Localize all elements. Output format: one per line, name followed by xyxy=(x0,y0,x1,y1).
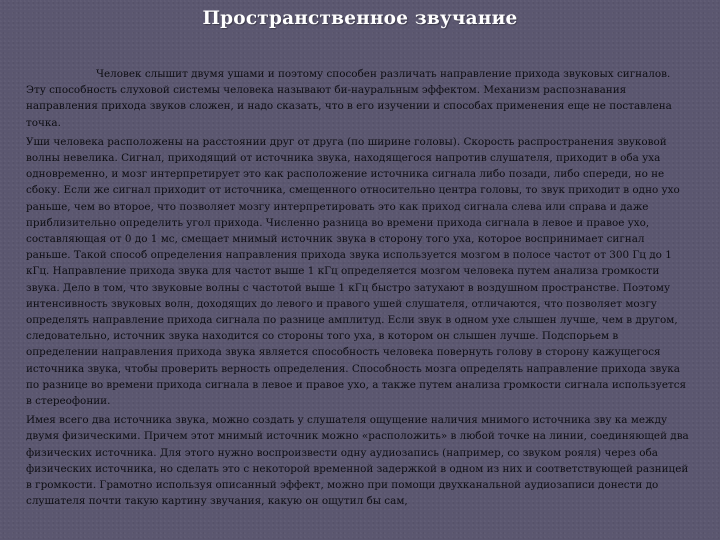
slide-title: Пространственное звучание xyxy=(202,8,518,29)
paragraph-intro: Человек слышит двумя ушами и поэтому способен различать направление прихода звуковых сигналов. Эту способность слуховой системы человека называют би-науральным эффектом. Механизм распознавания направления прихода звуков сложен, и надо сказать, что в его изучении и способах применения еще не поставлена точка. xyxy=(26,68,672,129)
slide-body xyxy=(26,66,692,512)
paragraph-stereo: Имея всего два источника звука, можно создать у слушателя ощущение наличия мнимого источника зву ка между двумя физическими. Причем этот мнимый источник можно «расположить» в любой точке на линии, соединяющей два физических источника. Для этого нужно воспроизвести одну аудиозапись (например, со звуком рояля) через оба физических источника, но сделать это с некоторой временной задержкой в одном из них и соответствующей разницей в громкости. Грамотно используя описанный эффект, можно при помощи двухканальной аудиозаписи донести до слушателя почти такую картину звучания, какую он ощутил бы сам, xyxy=(26,414,689,508)
paragraph-mechanism: Уши человека расположены на расстоянии друг от друга (по ширине головы). Скорость распространения звуковой волны невелика. Сигнал, приходящий от источника звука, находящегося напротив слушателя, приходит в оба уха одновременно, и мозг интерпретирует это как расположение источника сигнала либо позади, либо спереди, но не сбоку. Если же сигнал приходит от источника, смещенного относительно центра головы, то звук приходит в одно ухо раньше, чем во второе, что позволяет мозгу интерпретировать это как приход сигнала слева или справа и даже приблизительно определить угол прихода. Численно разница во времени прихода сигнала в левое и правое ухо, составляющая от 0 до 1 мс, смещает мнимый источник звука в сторону того уха, которое воспринимает сигнал раньше. Такой способ определения направления прихода звука используется мозгом в полосе частот от 300 Гц до 1 кГц. Направление прихода звука для частот выше 1 кГц определяется мозгом человека путем анализа громкости звука. Дело в том, что звуковые волны с частотой выше 1 кГц быстро затухают в воздушном пространстве. Поэтому интенсивность звуковых волн, доходящих до левого и правого ушей слушателя, отличаются, что позволяет мозгу определять направление прихода сигнала по разнице амплитуд. Если звук в одном ухе слышен лучше, чем в другом, следовательно, источник звука находится со стороны того уха, в котором он слышен лучше. Подспорьем в определении направления прихода звука является способность человека повернуть голову в сторону кажущегося источника звука, чтобы проверить верность определения. Способность мозга определять направление прихода звука по разнице во времени прихода сигнала в левое и правое ухо, а также путем анализа громкости сигнала используется в стереофонии. xyxy=(26,135,687,408)
